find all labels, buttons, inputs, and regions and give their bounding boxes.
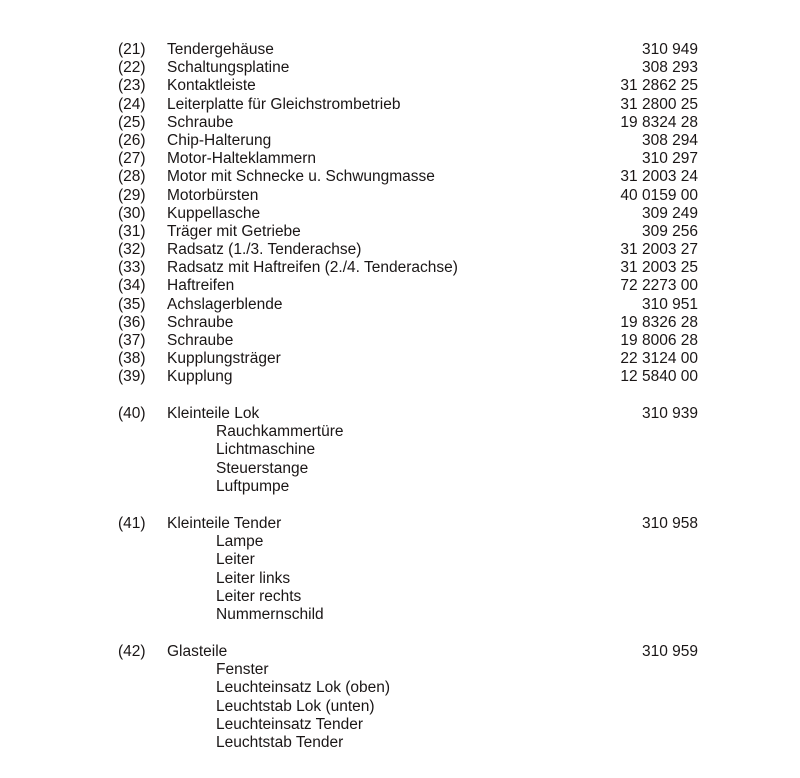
part-number: (32) bbox=[118, 241, 146, 259]
part-group-glass-parts bbox=[118, 643, 708, 752]
part-number: (39) bbox=[118, 368, 146, 386]
part-number: (33) bbox=[118, 259, 146, 277]
sub-item: Leiter bbox=[216, 551, 255, 569]
part-number: (30) bbox=[118, 204, 146, 222]
sub-item: Lampe bbox=[216, 533, 264, 551]
article-number: 31 2800 25 bbox=[620, 95, 698, 113]
part-number: (21) bbox=[118, 41, 146, 58]
part-row bbox=[118, 59, 708, 77]
part-name: Kupplung bbox=[167, 368, 233, 386]
part-number: (37) bbox=[118, 332, 146, 349]
sub-item: Leuchtstab Lok (unten) bbox=[216, 697, 375, 715]
sub-item: Steuerstange bbox=[216, 459, 309, 477]
sub-item: Leiter rechts bbox=[216, 587, 302, 605]
sub-item: Luftpumpe bbox=[216, 477, 290, 495]
part-row bbox=[118, 259, 708, 277]
part-row bbox=[118, 77, 708, 95]
article-number: 31 2003 24 bbox=[620, 168, 698, 186]
article-number: 72 2273 00 bbox=[620, 277, 698, 295]
part-group-small-parts-loco bbox=[118, 405, 708, 496]
article-number: 310 958 bbox=[641, 515, 698, 532]
part-name: Schaltungsplatine bbox=[167, 59, 290, 77]
part-name: Chip-Halterung bbox=[167, 131, 272, 149]
part-name: Kleinteile Tender bbox=[167, 515, 282, 532]
part-name: Schraube bbox=[167, 313, 234, 331]
parts-list bbox=[118, 41, 708, 387]
part-name: Kuppellasche bbox=[167, 204, 261, 222]
sub-item: Leuchteinsatz Lok (oben) bbox=[216, 679, 391, 697]
part-name: Leiterplatte für Gleichstrombetrieb bbox=[167, 95, 401, 113]
part-row bbox=[118, 41, 708, 59]
part-name: Kleinteile Lok bbox=[167, 405, 260, 422]
part-name: Motor-Halteklammern bbox=[167, 150, 317, 168]
part-row bbox=[118, 150, 708, 168]
group-header bbox=[118, 405, 708, 423]
part-row bbox=[118, 277, 708, 295]
article-number: 309 249 bbox=[641, 204, 698, 222]
part-number: (40) bbox=[118, 405, 146, 422]
part-number: (24) bbox=[118, 95, 146, 113]
part-row bbox=[118, 205, 708, 223]
part-name: Haftreifen bbox=[167, 277, 235, 295]
part-number: (31) bbox=[118, 222, 146, 240]
part-name: Achslagerblende bbox=[167, 295, 283, 313]
part-group-small-parts-tender bbox=[118, 515, 708, 624]
article-number: 310 297 bbox=[641, 150, 698, 168]
part-row bbox=[118, 241, 708, 259]
part-row bbox=[118, 350, 708, 368]
article-number: 308 294 bbox=[641, 131, 698, 149]
part-name: Kupplungsträger bbox=[167, 350, 281, 368]
part-number: (27) bbox=[118, 150, 146, 168]
sub-item: Lichtmaschine bbox=[216, 441, 316, 459]
part-row bbox=[118, 187, 708, 205]
article-number: 22 3124 00 bbox=[620, 350, 698, 368]
part-name: Kontaktleiste bbox=[167, 77, 256, 95]
part-number: (28) bbox=[118, 168, 146, 186]
sub-item: Fenster bbox=[216, 661, 269, 679]
part-row bbox=[118, 314, 708, 332]
sub-item: Leiter links bbox=[216, 569, 291, 587]
article-number: 12 5840 00 bbox=[620, 368, 698, 386]
sub-item: Rauchkammertüre bbox=[216, 423, 344, 441]
part-number: (34) bbox=[118, 277, 146, 295]
article-number: 308 293 bbox=[641, 59, 698, 77]
part-name: Motor mit Schnecke u. Schwungmasse bbox=[167, 168, 435, 186]
part-row bbox=[118, 296, 708, 314]
part-row bbox=[118, 96, 708, 114]
part-number: (35) bbox=[118, 295, 146, 313]
sub-item: Leuchteinsatz Tender bbox=[216, 715, 364, 733]
article-number: 309 256 bbox=[641, 222, 698, 240]
group-header bbox=[118, 643, 708, 661]
sub-item: Nummernschild bbox=[216, 605, 324, 623]
part-number: (41) bbox=[118, 515, 146, 532]
part-name: Träger mit Getriebe bbox=[167, 222, 301, 240]
article-number: 19 8326 28 bbox=[620, 313, 698, 331]
part-row bbox=[118, 332, 708, 350]
part-row bbox=[118, 368, 708, 386]
part-number: (42) bbox=[118, 643, 146, 660]
part-number: (29) bbox=[118, 186, 146, 204]
part-row bbox=[118, 132, 708, 150]
part-name: Motorbürsten bbox=[167, 186, 259, 204]
article-number: 31 2003 25 bbox=[620, 259, 698, 277]
article-number: 310 939 bbox=[641, 405, 698, 422]
part-number: (36) bbox=[118, 313, 146, 331]
part-row bbox=[118, 223, 708, 241]
part-name: Tendergehäuse bbox=[167, 41, 274, 58]
article-number: 31 2862 25 bbox=[620, 77, 698, 95]
article-number: 19 8006 28 bbox=[620, 332, 698, 349]
part-name: Radsatz mit Haftreifen (2./4. Tenderachse) bbox=[167, 259, 458, 277]
article-number: 310 949 bbox=[641, 41, 698, 58]
sub-item: Leuchtstab Tender bbox=[216, 733, 344, 751]
part-name: Schraube bbox=[167, 332, 234, 349]
part-number: (26) bbox=[118, 131, 146, 149]
part-row bbox=[118, 114, 708, 132]
article-number: 310 959 bbox=[641, 643, 698, 660]
part-name: Schraube bbox=[167, 113, 234, 131]
part-name: Glasteile bbox=[167, 643, 228, 660]
article-number: 310 951 bbox=[641, 295, 698, 313]
article-number: 31 2003 27 bbox=[620, 241, 698, 259]
article-number: 40 0159 00 bbox=[620, 186, 698, 204]
article-number: 19 8324 28 bbox=[620, 113, 698, 131]
part-name: Radsatz (1./3. Tenderachse) bbox=[167, 241, 362, 259]
part-number: (25) bbox=[118, 113, 146, 131]
part-number: (22) bbox=[118, 59, 146, 77]
part-row bbox=[118, 168, 708, 186]
group-header bbox=[118, 515, 708, 533]
part-number: (38) bbox=[118, 350, 146, 368]
part-number: (23) bbox=[118, 77, 146, 95]
